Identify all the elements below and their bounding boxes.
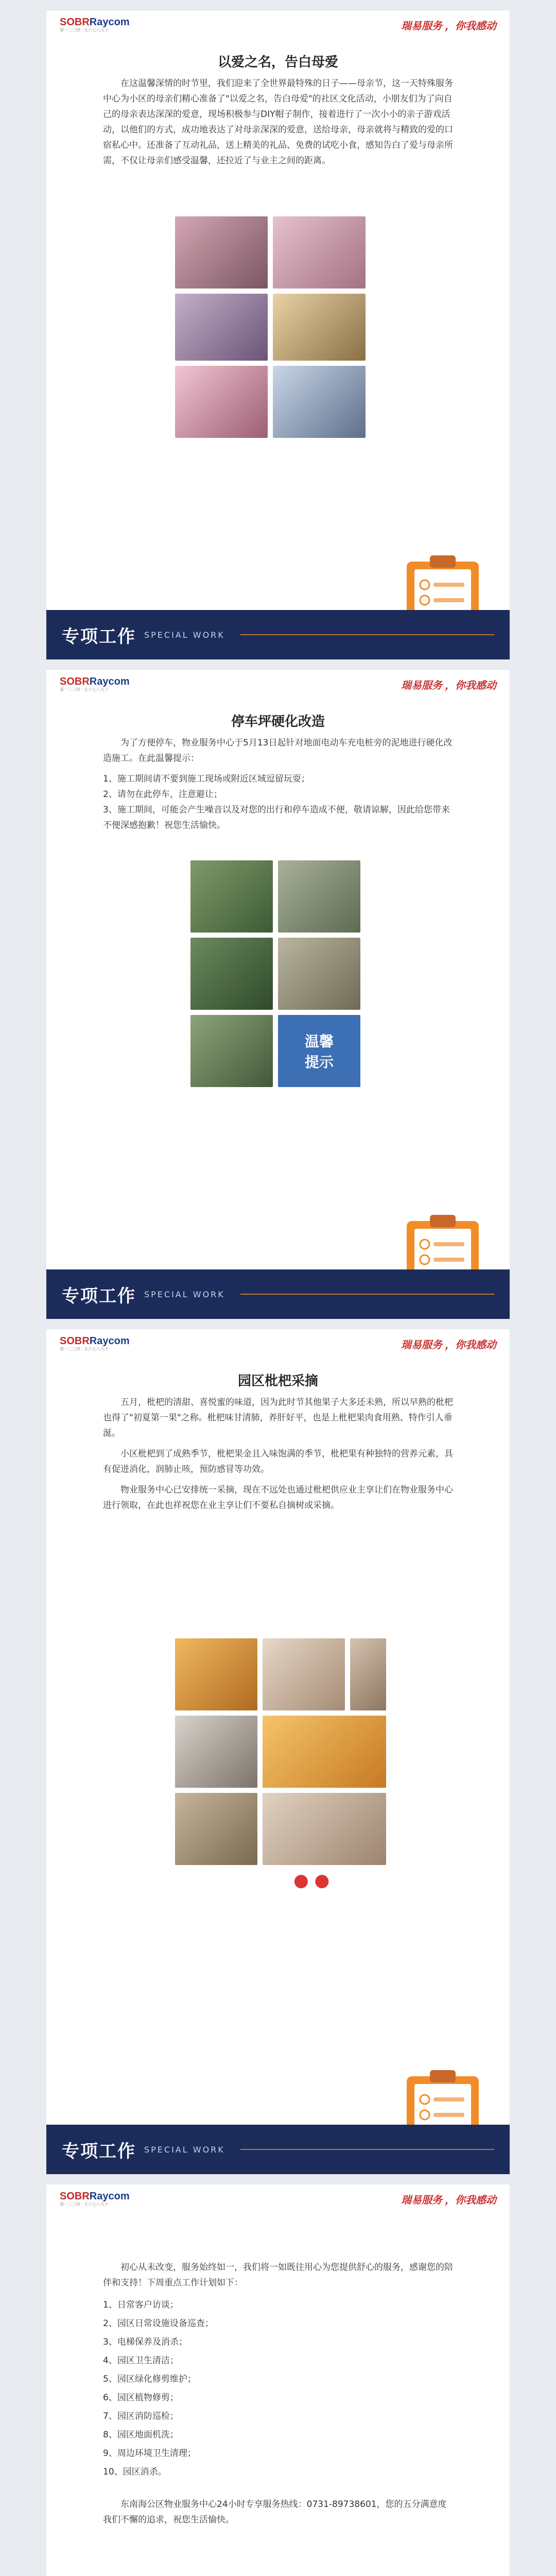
notice-tile (278, 1015, 360, 1087)
banner-subtitle: SPECIAL WORK (144, 630, 225, 640)
list-item: 8、园区地面机洗； (103, 2430, 179, 2440)
notice-text: 提示 (304, 1054, 334, 1071)
photo (175, 366, 268, 438)
section-paragraph: 物业服务中心已安排统一采摘，现在不远处也通过枇杷供应业主享让们在物业服务中心进行领取，在此也祥祝您在业主享让们不要私自摘树或采摘。 (103, 1485, 453, 1511)
brand-slogan: 瑞易服务 ，你我感动 (401, 1339, 496, 1351)
card-work-plan (46, 2184, 510, 2576)
photo (278, 938, 360, 1010)
photo (175, 1793, 257, 1865)
brand-logo (60, 2191, 130, 2207)
banner-subtitle: SPECIAL WORK (144, 1289, 225, 1299)
card-loquat (46, 1329, 510, 2174)
list-item: 4、园区卫生清洁； (103, 2355, 179, 2366)
card-header (46, 10, 510, 39)
list-item: 7、园区消防巡检； (103, 2411, 179, 2421)
photo (175, 294, 268, 361)
list-item: 2、请勿在此停车，注意避让； (103, 789, 222, 800)
photo (190, 1015, 273, 1087)
brand-logo (60, 1335, 130, 1352)
photo (273, 366, 366, 438)
logo-text-b: Raycom (89, 16, 130, 28)
section-paragraph: 为了方便停车，物业服务中心于5月13日起针对地面电动车充电桩旁的泥地进行硬化改造施工。在此温馨提示： (103, 738, 453, 764)
section-banner (46, 610, 510, 659)
brand-logo (60, 676, 130, 692)
brand-slogan: 瑞易服务 ，你我感动 (401, 20, 496, 32)
strawberry-decoration: ● ● (293, 1870, 330, 1891)
list-item: 10、园区消杀。 (103, 2467, 167, 2477)
card-header (46, 670, 510, 699)
photo (175, 216, 268, 289)
logo-text-b: Raycom (89, 676, 130, 687)
card-parking (46, 670, 510, 1319)
photo (190, 938, 273, 1010)
photo (175, 1716, 257, 1788)
section-title: 以爱之名，告白母爱 (217, 55, 338, 70)
photo (263, 1793, 386, 1865)
brand-slogan: 瑞易服务 ，你我感动 (401, 680, 496, 691)
notice-list (46, 771, 510, 833)
section-title: 停车坪硬化改造 (231, 714, 325, 730)
closing-paragraph: 东南海公区物业服务中心24小时专享服务热线：0731-89738601，您的五分满意度我们不懈的追求，祝您生活愉快。 (103, 2499, 447, 2525)
section-paragraph: 小区枇杷到了成熟季节，枇杷果金且入味饱满的季节，枇杷果有种独特的营养元素，具有促进消化，润肺止咳，预防感冒等功效。 (103, 1449, 453, 1475)
logo-text-a: SOBR (60, 676, 90, 687)
card-mothers-day (46, 10, 510, 659)
logo-text-b: Raycom (89, 1335, 130, 1347)
section-paragraph: 在这温馨深情的时节里，我们迎来了全世界最特殊的日子——母亲节，这一天特殊服务中心为小区的母亲们精心准备了"以爱之名，告白母爱"的社区文化活动，小朋友们为了向自己的母亲表达深深的爱意，现场积极参与DIY帽子制作，接着进行了一次小小的亲子游戏活动，以他们的方式，成功地表达了对母亲深深的爱意，送给母亲，母亲就将与精致的爱的口宿私心中。还准备了互动礼品，送上精美的礼品、免费的试吃小食，感知告白了爱与母亲所需，不仅让母亲们感受温馨，还拉近了与业主之间的距离。 (103, 78, 453, 166)
logo-text-a: SOBR (60, 1335, 90, 1347)
list-item: 1、日常客户访谈； (103, 2300, 179, 2310)
logo-text-a: SOBR (60, 16, 90, 28)
banner-divider (240, 634, 494, 635)
section-title: 园区枇杷采摘 (237, 1374, 318, 1389)
brand-slogan: 瑞易服务 ，你我感动 (401, 2194, 496, 2206)
section-banner (46, 1269, 510, 1319)
brand-logo (60, 16, 130, 33)
plan-list (46, 2296, 510, 2481)
list-item: 9、周边环境卫生清理； (103, 2448, 196, 2459)
photo (263, 1716, 386, 1788)
list-item: 6、园区植物修剪； (103, 2393, 179, 2403)
list-item: 2、园区日常设施设备巡查； (103, 2318, 214, 2329)
list-item: 5、园区绿化修剪维护； (103, 2374, 196, 2384)
banner-title: 专项工作 (62, 626, 136, 647)
section-banner (46, 2125, 510, 2174)
photo (175, 1638, 257, 1710)
photo (190, 860, 273, 933)
notice-text: 温馨 (304, 1033, 334, 1050)
banner-divider (240, 1294, 494, 1295)
logo-subtitle: 第一二三四 · 五六七八九十 (60, 1347, 109, 1351)
card-header (46, 1329, 510, 1358)
logo-subtitle: 第一二三四 · 五六七八九十 (60, 28, 109, 32)
banner-title: 专项工作 (62, 2141, 136, 2162)
list-item: 3、电梯保养及消杀； (103, 2337, 187, 2347)
photo (350, 1638, 386, 1710)
banner-subtitle: SPECIAL WORK (144, 2144, 225, 2155)
photo (278, 860, 360, 933)
section-paragraph: 五月，枇杷的清甜、喜悦蜜的味道，因为此时节其他果子大多还未熟，所以早熟的枇杷也得了"初夏第一果"之称。枇杷味甘清肺，养肝好平，也是上枇杷果肉食用熟、特作引人垂涎。 (103, 1397, 453, 1438)
banner-divider (240, 2149, 494, 2150)
photo (273, 294, 366, 361)
photo (273, 216, 366, 289)
banner-title: 专项工作 (62, 1285, 136, 1307)
photo (263, 1638, 345, 1710)
logo-subtitle: 第一二三四 · 五六七八九十 (60, 2202, 109, 2207)
card-header (46, 2184, 510, 2213)
section-paragraph: 初心从未改变，服务始终如一，我们将一如既往用心为您提供舒心的服务，感谢您的陪伴和支持！下周重点工作计划如下： (103, 2262, 453, 2288)
logo-text-b: Raycom (89, 2191, 130, 2202)
list-item: 3、施工期间，可能会产生噪音以及对您的出行和停车造成不便，敬请谅解，因此给您带来不便深感抱歉！祝您生活愉快。 (103, 805, 450, 831)
logo-subtitle: 第一二三四 · 五六七八九十 (60, 687, 109, 692)
logo-text-a: SOBR (60, 2191, 90, 2202)
list-item: 1、施工期间请不要到施工现场或附近区域逗留玩耍； (103, 774, 310, 784)
